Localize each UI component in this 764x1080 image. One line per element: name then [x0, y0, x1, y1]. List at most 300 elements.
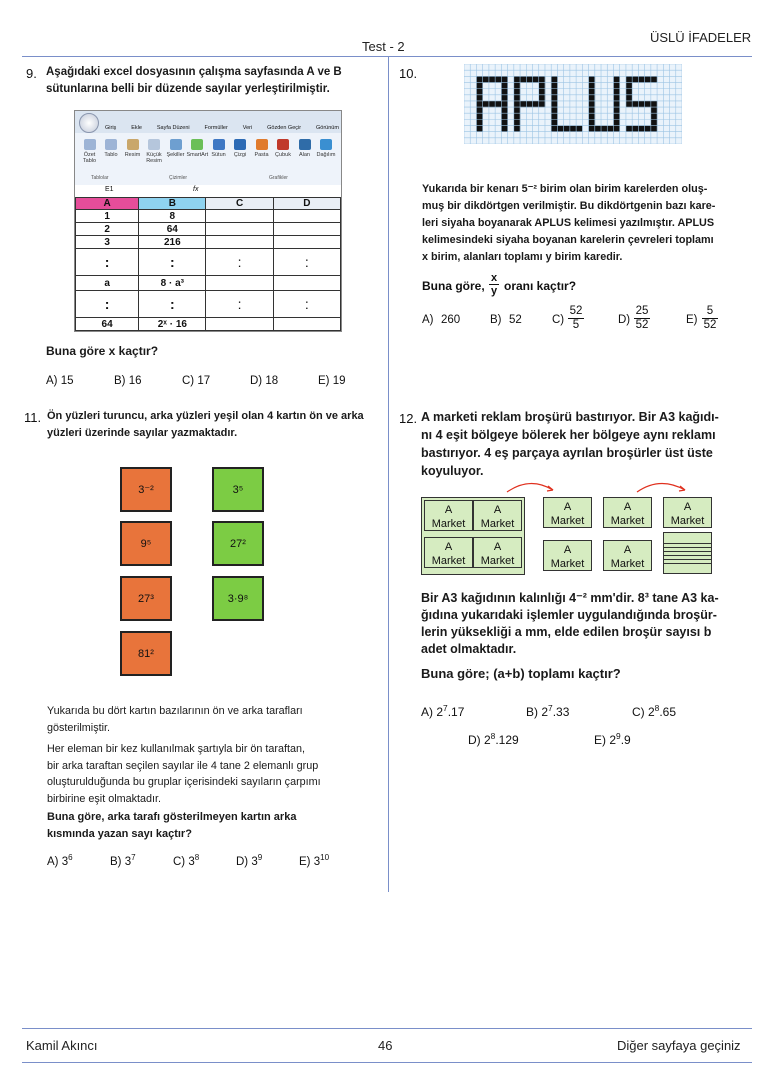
excel-cell: 2: [76, 223, 139, 236]
q12-option[interactable]: [594, 731, 631, 747]
green-card: 3·9⁸: [212, 576, 264, 621]
q10-option-fraction: [702, 305, 718, 332]
q10-text-line: leri siyaha boyanarak APLUS kelimesi yazılmıştır. APLUS: [422, 217, 715, 229]
fx-icon: fx: [193, 186, 199, 193]
q10-option-num: 5: [702, 305, 718, 319]
filled-cell: [539, 76, 546, 82]
excel-cell: [206, 223, 273, 236]
filled-cell: [589, 89, 596, 95]
filled-cell: [626, 95, 633, 101]
column-divider: [388, 57, 389, 892]
filled-cell: [551, 126, 558, 132]
filled-cell: [613, 119, 620, 125]
filled-cell: [626, 76, 633, 82]
ribbon-group-label: Tablolar: [91, 175, 109, 181]
filled-cell: [514, 82, 521, 88]
excel-cell: [273, 276, 340, 291]
filled-cell: [651, 107, 658, 113]
q11-option-base: D) 3: [236, 855, 258, 868]
filled-cell: [651, 119, 658, 125]
filled-cell: [514, 89, 521, 95]
filled-cell: [626, 126, 633, 132]
filled-cell: [501, 89, 508, 95]
filled-cell: [501, 113, 508, 119]
ribbon-item-label: Dağılım: [316, 152, 336, 158]
excel-column-header: A: [76, 198, 139, 210]
q10-fraction: [489, 272, 499, 297]
brochure-letter: A: [623, 501, 632, 513]
orange-card: 27³: [120, 576, 172, 621]
ribbon-item: [273, 139, 294, 158]
brochure-letter: A: [683, 501, 692, 513]
footer-author: Kamil Akıncı: [26, 1038, 98, 1053]
stack-line: [664, 559, 711, 560]
excel-tab: Görünüm: [316, 125, 339, 131]
excel-column-header: D: [273, 198, 340, 210]
filled-cell: [514, 126, 521, 132]
filled-cell: [651, 113, 658, 119]
filled-cell: [476, 107, 483, 113]
q12-p2-line: ğıdına yukarıdaki işlemler uygulandığında broşür-: [421, 608, 717, 622]
excel-cell: 8: [139, 210, 206, 223]
q11-p1-line: Yukarıda bu dört kartın bazılarının ön ve arka tarafları: [47, 705, 303, 717]
excel-row: [76, 249, 341, 276]
excel-grid: [75, 197, 341, 331]
brochure-word: Market: [431, 555, 466, 567]
filled-cell: [489, 76, 496, 82]
q10-option[interactable]: [618, 305, 678, 337]
q10-text-line: kelimesindeki siyaha boyanan karelerin çevreleri toplamı: [422, 234, 714, 246]
q11-p2-line: bir arka taraftan seçilen sayılar ile 4 tane 2 elemanlı grup: [47, 759, 319, 772]
excel-column-header: C: [206, 198, 273, 210]
q11-option-exp: 6: [68, 853, 73, 862]
filled-cell: [476, 76, 483, 82]
filled-cell: [557, 126, 564, 132]
process-arrows: [505, 478, 705, 498]
excel-cell: 3: [76, 236, 139, 249]
filled-cell: [638, 76, 645, 82]
q10-text-line: muş bir dikdörtgen verilmiştir. Bu dikdörtgenin bazı kare-: [422, 200, 716, 212]
filled-cell: [645, 126, 652, 132]
ribbon-item: [187, 139, 208, 158]
filled-cell: [551, 113, 558, 119]
filled-cell: [589, 95, 596, 101]
filled-cell: [501, 101, 508, 107]
excel-tab: Formüller: [204, 125, 228, 131]
filled-cell: [613, 107, 620, 113]
q9-option[interactable]: B) 16: [114, 375, 142, 387]
q11-option[interactable]: [236, 853, 262, 868]
filled-cell: [539, 89, 546, 95]
excel-screenshot: [74, 110, 342, 332]
q10-option-den: 5: [572, 319, 580, 331]
ribbon-item: [230, 139, 251, 158]
filled-cell: [589, 126, 596, 132]
q9-text-line2: sütunlarına belli bir düzende sayılar yerleştirilmiştir.: [46, 83, 330, 95]
filled-cell: [539, 101, 546, 107]
q12-text-line: bastırıyor. 4 eş parçaya ayrılan broşürler üst üste: [421, 446, 713, 460]
stack-line: [664, 547, 711, 548]
filled-cell: [533, 101, 540, 107]
filled-cell: [495, 76, 502, 82]
brochure-box: [473, 500, 522, 531]
test-label: Test - 2: [362, 39, 405, 54]
filled-cell: [589, 107, 596, 113]
q12-p2-line: lerin yüksekliği a mm, elde edilen broşür sayısı b: [421, 625, 712, 639]
q12-option[interactable]: [632, 703, 676, 719]
ribbon-item: [79, 139, 100, 164]
excel-cell: [273, 318, 340, 331]
brochure-word: Market: [610, 558, 645, 570]
brochure-letter: A: [623, 544, 632, 556]
filled-cell: [476, 95, 483, 101]
q10-option-value: 52: [509, 314, 522, 326]
filled-cell: [551, 76, 558, 82]
q10-question: [422, 272, 722, 302]
brochure-word: Market: [480, 518, 515, 530]
q12-option-base: A) 2: [421, 705, 444, 719]
q11-option-exp: 7: [131, 853, 136, 862]
filled-cell: [570, 126, 577, 132]
stack-line: [664, 543, 711, 544]
q10-question-prefix: Buna göre,: [422, 279, 485, 293]
q10-fraction-den: y: [490, 285, 498, 297]
filled-cell: [501, 126, 508, 132]
excel-tab: Sayfa Düzeni: [156, 125, 190, 131]
q12-p2-line: Bir A3 kağıdının kalınlığı 4⁻² mm'dir. 8³ tane A3 ka-: [421, 591, 719, 605]
filled-cell: [551, 82, 558, 88]
green-card: 3⁵: [212, 467, 264, 512]
excel-tab: Giriş: [105, 125, 117, 131]
q11-p2-line: birbirine eşit olmaktadır.: [47, 792, 162, 805]
ribbon-item: [101, 139, 122, 158]
q10-option-label: C): [552, 314, 565, 326]
q11-option[interactable]: [299, 853, 329, 868]
q11-number: 11.: [24, 410, 42, 425]
brochure-letter: A: [444, 541, 453, 553]
ribbon-icon: [191, 139, 203, 150]
filled-cell: [476, 126, 483, 132]
filled-cell: [613, 126, 620, 132]
brochure-box: [473, 537, 522, 568]
brochure-word: Market: [610, 515, 645, 527]
filled-cell: [501, 119, 508, 125]
filled-cell: [520, 101, 527, 107]
stack-line: [664, 555, 711, 556]
filled-cell: [613, 89, 620, 95]
filled-cell: [483, 76, 490, 82]
excel-row: [76, 236, 341, 249]
brochure-word: Market: [670, 515, 705, 527]
q12-option-base: E) 2: [594, 733, 617, 747]
q12-p2-line: adet olmaktadır.: [421, 642, 517, 656]
filled-cell: [613, 101, 620, 107]
filled-cell: [589, 101, 596, 107]
ribbon-item-label: Özet Tablo: [82, 152, 97, 164]
excel-cell: 1: [76, 210, 139, 223]
filled-cell: [638, 126, 645, 132]
filled-cell: [489, 101, 496, 107]
q10-option-value: 260: [441, 314, 461, 326]
q11-question-line: Buna göre, arka tarafı gösterilmeyen kartın arka: [47, 811, 297, 823]
office-button-icon: [79, 113, 99, 133]
q9-question: Buna göre x kaçtır?: [46, 344, 159, 358]
filled-cell: [632, 126, 639, 132]
q11-option-exp: 10: [320, 853, 330, 862]
filled-cell: [589, 76, 596, 82]
brochure-box: [603, 497, 652, 528]
filled-cell: [514, 101, 521, 107]
ribbon-icon: [234, 139, 246, 150]
footer-rule-bottom: [22, 1062, 752, 1063]
excel-cell: [206, 318, 273, 331]
q9-option[interactable]: E) 19: [318, 375, 346, 387]
q11-text-line2: yüzleri üzerinde sayılar yazmaktadır.: [47, 427, 238, 439]
ribbon-icon: [299, 139, 311, 150]
excel-cell: :: [76, 291, 139, 318]
brochure-letter: A: [444, 504, 453, 516]
ribbon-item-label: Tablo: [104, 152, 118, 158]
ribbon-item: [122, 139, 143, 158]
filled-cell: [651, 126, 658, 132]
q10-option-num: 52: [569, 305, 583, 317]
filled-cell: [576, 126, 583, 132]
header-rule: [22, 56, 752, 57]
excel-ribbon: [75, 133, 341, 186]
filled-cell: [651, 76, 658, 82]
filled-cell: [476, 101, 483, 107]
filled-cell: [551, 107, 558, 113]
stack-line: [664, 563, 711, 564]
excel-tab: Veri: [242, 125, 253, 131]
q9-option[interactable]: C) 17: [182, 375, 211, 387]
q11-option-base: B) 3: [110, 855, 132, 868]
ribbon-icon: [170, 139, 182, 150]
footer-page-number: 46: [378, 1038, 393, 1053]
q12-option-exp: 7: [443, 703, 448, 713]
ribbon-item-label: Alan: [298, 152, 310, 158]
q12-option-tail: .9: [620, 733, 631, 747]
filled-cell: [595, 126, 602, 132]
filled-cell: [601, 126, 608, 132]
q10-number: 10.: [399, 66, 418, 81]
ribbon-icon: [148, 139, 160, 150]
brochure-box: [424, 537, 473, 568]
filled-cell: [514, 107, 521, 113]
brochure-word: Market: [431, 518, 466, 530]
excel-cell: 64: [76, 318, 139, 331]
filled-cell: [501, 95, 508, 101]
filled-cell: [526, 101, 533, 107]
stack-line: [664, 551, 711, 552]
excel-cell: [206, 276, 273, 291]
q12-option-tail: .129: [495, 733, 519, 747]
q12-option-tail: .33: [552, 705, 570, 719]
filled-cell: [476, 113, 483, 119]
excel-cell: 64: [139, 223, 206, 236]
q11-option-base: C) 3: [173, 855, 195, 868]
ribbon-item: [294, 139, 315, 158]
filled-cell: [632, 76, 639, 82]
filled-cell: [651, 101, 658, 107]
filled-cell: [483, 101, 490, 107]
excel-ribbon-tabs: [75, 111, 341, 133]
ribbon-item: [251, 139, 272, 158]
filled-cell: [613, 82, 620, 88]
q10-text-line: x birim, alanları toplamı y birim karedir.: [422, 251, 623, 263]
filled-cell: [589, 113, 596, 119]
ribbon-group-label: Çizimler: [169, 175, 188, 181]
ribbon-icon: [256, 139, 268, 150]
filled-cell: [613, 76, 620, 82]
q12-option-base: D) 2: [468, 733, 491, 747]
filled-cell: [514, 119, 521, 125]
filled-cell: [645, 101, 652, 107]
filled-cell: [476, 89, 483, 95]
filled-cell: [626, 82, 633, 88]
q10-option[interactable]: [422, 305, 482, 337]
excel-cell: [273, 236, 340, 249]
ribbon-item-label: Küçük Resim: [146, 152, 162, 164]
q11-p2-line: Her eleman bir kez kullanılmak şartıyla bir ön taraftan,: [47, 743, 306, 755]
brochure-box: [603, 540, 652, 571]
q12-option-tail: .17: [447, 705, 465, 719]
q9-number: 9.: [26, 66, 37, 81]
excel-row: [76, 210, 341, 223]
aplus-grid: [464, 64, 682, 144]
q10-option-den: 52: [703, 319, 717, 331]
filled-cell: [613, 113, 620, 119]
brochure-letter: A: [493, 504, 502, 516]
q11-option-exp: 8: [194, 853, 200, 862]
q11-p1-line: gösterilmiştir.: [47, 722, 110, 734]
q11-option[interactable]: [173, 853, 199, 868]
filled-cell: [495, 101, 502, 107]
excel-cell: [273, 210, 340, 223]
filled-cell: [539, 95, 546, 101]
q11-option[interactable]: [110, 853, 136, 868]
q11-option-base: A) 3: [47, 855, 69, 868]
excel-cell: :: [273, 291, 340, 318]
ribbon-item-label: SmartArt: [186, 152, 209, 158]
ribbon-item-label: Resim: [124, 152, 141, 158]
filled-cell: [539, 82, 546, 88]
q9-option[interactable]: D) 18: [250, 375, 279, 387]
filled-cell: [626, 101, 633, 107]
brochure-letter: A: [563, 544, 572, 556]
excel-cell: 8 · a³: [139, 276, 206, 291]
orange-card: 9⁵: [120, 521, 172, 566]
filled-cell: [533, 76, 540, 82]
q10-option-label: A): [422, 314, 434, 326]
ribbon-item-label: Pasta: [254, 152, 269, 158]
filled-cell: [589, 119, 596, 125]
filled-cell: [526, 76, 533, 82]
excel-cell: :: [139, 291, 206, 318]
excel-cell: :: [206, 249, 273, 276]
cell-reference: E1: [105, 186, 114, 193]
q12-option[interactable]: [468, 731, 519, 747]
excel-row: [76, 291, 341, 318]
filled-cell: [613, 95, 620, 101]
q10-option[interactable]: [552, 305, 612, 337]
filled-cell: [626, 89, 633, 95]
orange-card: 81²: [120, 631, 172, 676]
q10-option-den: 52: [635, 319, 649, 331]
brochure-word: Market: [480, 555, 515, 567]
q11-option-exp: 9: [257, 853, 263, 862]
excel-row: [76, 276, 341, 291]
q11-question-line: kısmında yazan sayı kaçtır?: [47, 828, 192, 840]
excel-tab: Ekle: [131, 125, 142, 131]
filled-cell: [551, 89, 558, 95]
filled-cell: [514, 76, 521, 82]
orange-card: 3⁻²: [120, 467, 172, 512]
q12-question: Buna göre; (a+b) toplamı kaçtır?: [421, 666, 621, 681]
ribbon-item-label: Çizgi: [233, 152, 247, 158]
filled-cell: [514, 113, 521, 119]
filled-cell: [645, 76, 652, 82]
q12-text-line: koyuluyor.: [421, 464, 484, 478]
q11-p2-line: oluşturulduğunda bu gruplar içerisindeki sayıların çarpımı: [47, 776, 321, 788]
filled-cell: [589, 82, 596, 88]
q12-option-base: C) 2: [632, 705, 655, 719]
q9-text-line1: Aşağıdaki excel dosyasının çalışma sayfasında A ve B: [46, 66, 342, 78]
q10-fraction-num: x: [490, 272, 498, 284]
excel-column-header: B: [139, 198, 206, 210]
brochure-letter: A: [563, 501, 572, 513]
q12-option-tail: .65: [659, 705, 677, 719]
brochure-box: [424, 500, 473, 531]
q12-option-exp: 7: [548, 703, 553, 713]
filled-cell: [476, 82, 483, 88]
q12-text-line: A marketi reklam broşürü bastırıyor. Bir A3 kağıdı-: [421, 410, 719, 424]
arrow-right-icon: [637, 483, 685, 492]
filled-cell: [501, 107, 508, 113]
excel-cell: a: [76, 276, 139, 291]
ribbon-item-label: Sütun: [211, 152, 226, 158]
ribbon-icon: [105, 139, 117, 150]
q12-option-exp: 8: [490, 731, 496, 741]
filled-cell: [551, 119, 558, 125]
q10-option[interactable]: [490, 305, 550, 337]
brochure-letter: A: [493, 541, 502, 553]
footer-rule-top: [22, 1028, 752, 1029]
filled-cell: [520, 76, 527, 82]
q11-option-base: E) 3: [299, 855, 321, 868]
q12-option[interactable]: [526, 703, 569, 719]
ribbon-item-label: Şekiller: [166, 152, 185, 158]
filled-cell: [551, 101, 558, 107]
excel-cell: :: [76, 249, 139, 276]
brochure-box: [663, 497, 712, 528]
filled-cell: [607, 126, 614, 132]
excel-cell: 216: [139, 236, 206, 249]
q11-option[interactable]: [47, 853, 73, 868]
q10-option-label: D): [618, 314, 631, 326]
filled-cell: [501, 82, 508, 88]
filled-cell: [501, 76, 508, 82]
ribbon-item: [208, 139, 229, 158]
q9-option[interactable]: A) 15: [46, 375, 74, 387]
q12-option[interactable]: [421, 703, 464, 719]
excel-cell: :: [206, 291, 273, 318]
excel-row: [76, 318, 341, 331]
q10-option[interactable]: [686, 305, 746, 337]
ribbon-icon: [320, 139, 332, 150]
excel-cell: 2ˣ · 16: [139, 318, 206, 331]
filled-cell: [514, 95, 521, 101]
